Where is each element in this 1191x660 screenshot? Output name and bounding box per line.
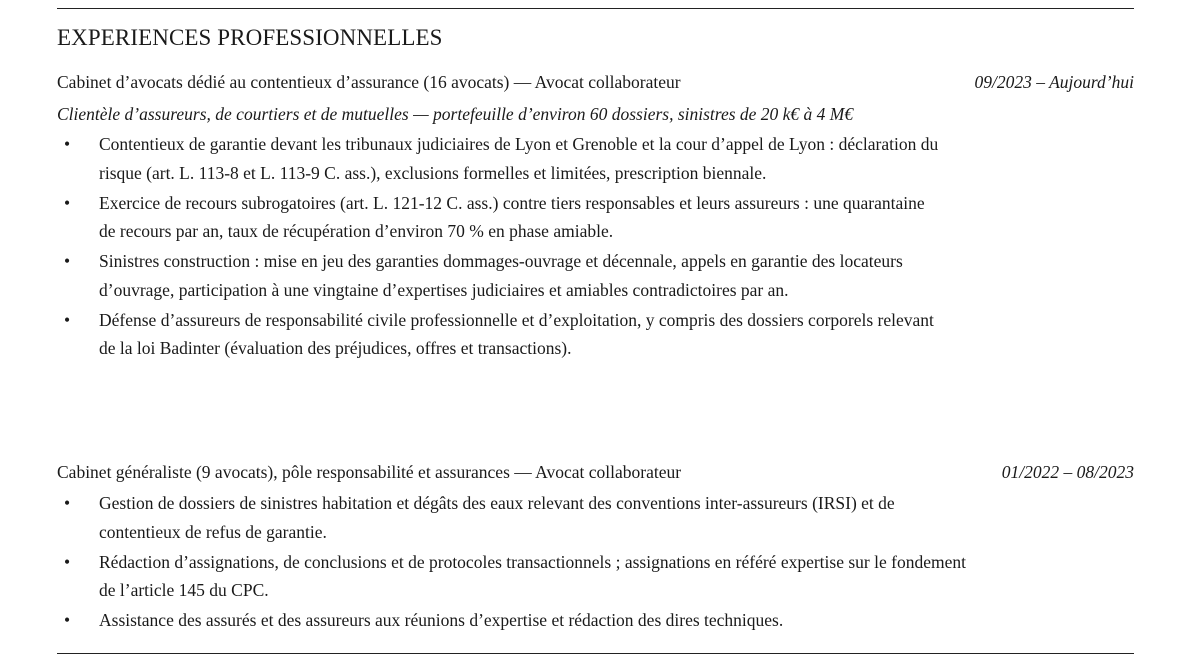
experience-bullet [57, 489, 969, 546]
experience-title: Cabinet d’avocats dédié au contentieux d’assurance (16 avocats) — Avocat collaborateur [57, 72, 681, 92]
experience-bullet-list [57, 130, 1134, 363]
section-title: EXPERIENCES PROFESSIONNELLES [57, 25, 443, 50]
experience-title: Cabinet généraliste (9 avocats), pôle responsabilité et assurances — Avocat collaborateur [57, 462, 682, 482]
experience-header [57, 68, 1134, 97]
experience-bullet [57, 548, 969, 605]
section-top-rule [57, 8, 1134, 9]
bullet-icon: • [64, 610, 71, 630]
section-bottom-rule [57, 653, 1134, 654]
experience-bullet-text: Assistance des assurés et des assureurs aux réunions d’expertise et rédaction des dires techniques. [99, 610, 784, 630]
bullet-icon: • [64, 493, 71, 513]
experience-bullet-text: Défense d’assureurs de responsabilité civile professionnelle et d’exploitation, y compris des dossiers corporels relevant de la loi Badinter (évaluation des préjudices, offres et transactions). [99, 309, 934, 358]
experience-bullet-text: Sinistres construction : mise en jeu des garanties dommages-ouvrage et décennale, appels en garantie des locateurs d’ouvrage, participation à une vingtaine d’expertises judiciaires et amiables contradictoires par an. [99, 251, 903, 300]
experience-bullet [57, 606, 969, 635]
experience-bullet [57, 130, 944, 187]
experience-entry [57, 458, 1134, 636]
experience-summary: Clientèle d’assureurs, de courtiers et de mutuelles — portefeuille d’environ 60 dossiers, sinistres de 20 k€ à 4 M€ [57, 104, 854, 124]
experience-bullet [57, 189, 944, 246]
bullet-icon: • [64, 134, 71, 154]
bullet-icon: • [64, 192, 71, 213]
experience-bullet-text: Contentieux de garantie devant les tribunaux judiciaires de Lyon et Grenoble et la cour d’appel de Lyon : déclaration du risque (art. L. 113-8 et L. 113-9 C. ass.), exclusions formelles et limitées, prescription biennale. [99, 134, 939, 183]
experience-bullet-text: Exercice de recours subrogatoires (art. L. 121-12 C. ass.) contre tiers responsables et leurs assureurs : une quarantaine de recours par an, taux de récupération d’environ 70 % en phase amiable. [99, 192, 925, 241]
experience-bullet [57, 247, 944, 304]
bullet-icon: • [64, 551, 71, 572]
experience-entry [57, 68, 1134, 364]
experience-bullet [57, 306, 944, 363]
bullet-icon: • [64, 251, 71, 271]
experience-bullet-text: Rédaction d’assignations, de conclusions et de protocoles transactionnels ; assignations en référé expertise sur le fondement de l’article 145 du CPC. [99, 551, 966, 600]
experience-dates: 01/2022 – 08/2023 [1001, 462, 1134, 482]
experience-dates: 09/2023 – Aujourd’hui [974, 72, 1134, 92]
experience-bullet-text: Gestion de dossiers de sinistres habitation et dégâts des eaux relevant des conventions inter-assureurs (IRSI) et de contentieux de refus de garantie. [99, 493, 895, 542]
bullet-icon: • [64, 309, 71, 330]
experience-bullet-list [57, 489, 1134, 635]
experience-header [57, 458, 1134, 487]
